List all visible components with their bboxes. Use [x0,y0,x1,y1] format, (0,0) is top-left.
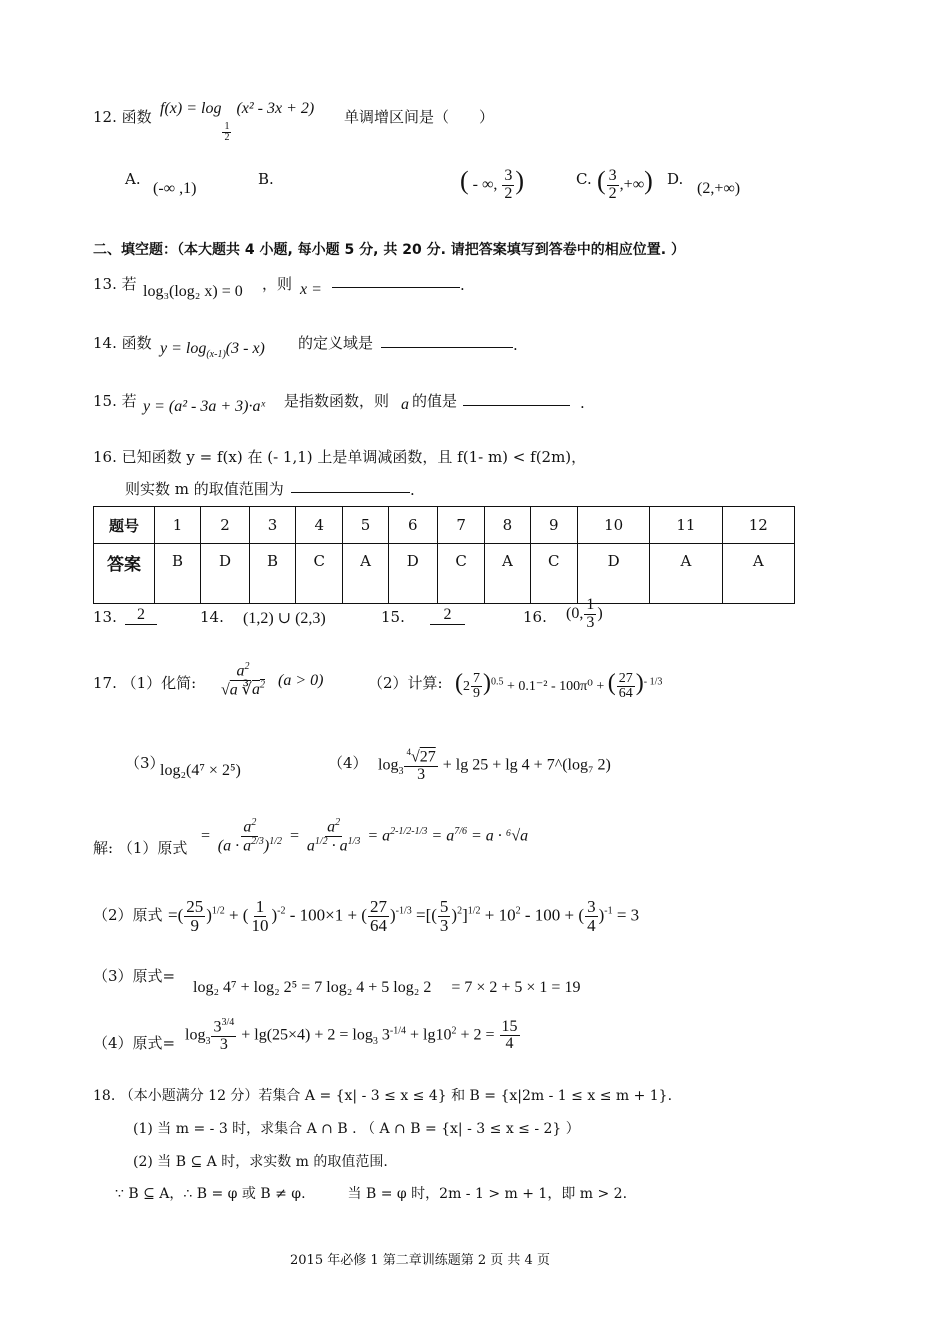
q16-number: 16. [93,448,117,466]
q14-base: (x-1) [206,349,226,361]
answer-table-cell: 5 [343,507,388,544]
q13-mid: ，则 [262,275,293,293]
answer-table-row1-header: 题号 [94,507,155,544]
answer-table-cell: C [437,544,484,604]
section2-desc: （本大题共 4 小题, 每小题 5 分, 共 20 分. 请把答案填写到答卷中的相应位置. ） [177,242,685,258]
q14-number: 14. [93,334,117,352]
q18-text: （本小题满分 12 分）若集合 A = {x| - 3 ≤ x ≤ 4} 和 B = {x|2m - 1 ≤ x ≤ m + 1}. [119,1088,673,1104]
solution-4-expr: $\log_3$ $\frac{3^{3/4}}{3}$ + $\lg(25\times 4) + 2 = \log_3 3^{-1/4} + \lg 10^2 + 2$ = $\frac{15}{4}$ [185,1017,518,1054]
q16-text: 已知函数 y = f(x) 在 (- 1,1) 上是单调减函数，且 f(1- m) < f(2m)， [121,448,587,466]
solution-2-expr: =( $\frac{25}{9}$ )$^{1/2}$ + ( $\frac{1}{10}$ )$^{-2}$ - 100×1 + ( $\frac{27}{64}$ )$^{-1/3}$ =[( $\frac{5}{3}$ )$^2]^{1/2} + 10^2 - 100$ + ( $\frac{3}{4}$ )$^{-1}$ = 3 [168,897,640,935]
q13-number: 13. [93,275,117,293]
q17-p2-label: （2）计算: [368,674,443,692]
answer-table-cell: B [155,544,201,604]
q15-end: . [580,394,585,412]
answer-table-cell: 9 [530,507,577,544]
q18-line1 [93,1085,672,1105]
q17-p4-expr: $\log_3$ $\frac{^4√27}{3}$ + lg 25 + lg 4 + 7^(log₇ 2) [378,747,611,784]
q13-blank [332,287,460,288]
answer-table-cell: A [343,544,388,604]
q12-choice-d-value: (2,+∞) [697,180,741,197]
q18-number: 18. [93,1088,116,1104]
q12-choice-c-label: C. [576,170,592,188]
solution-3-expr: log₂ 4⁷ + log₂ 2⁵ = 7 log₂ 4 + 5 log₂ 2 = 7 × 2 + 5 × 1 = 19 [193,979,581,996]
q16-end: . [410,481,415,499]
q12-choice-a-value: (-∞ ,1) [153,180,197,197]
q12-choice-b-label: B. [258,170,274,188]
q15-pre: 若 [121,392,137,410]
q15-blank [463,405,570,406]
fill-answer-14-value: (1,2) ∪ (2,3) [243,610,326,627]
solution-line1 [93,837,187,858]
q18-part1-answer: （ A ∩ B = {x| - 3 ≤ x ≤ - 2} ） [361,1121,580,1137]
q15-number: 15. [93,392,117,410]
solution-label: 解: [93,839,114,857]
answer-table-cell: 4 [296,507,343,544]
solution-4-label: （4）原式= [93,1034,176,1052]
q13-pre: 若 [121,275,137,293]
q14-arg: (3 - x) [225,340,265,357]
answer-table-cell: 12 [722,507,794,544]
page-footer: 2015 年必修 1 第二章训练题第 2 页 共 4 页 [290,1253,550,1268]
section2-heading [93,239,685,259]
answer-table-cell: 8 [485,507,530,544]
answer-table-row2-header: 答案 [94,544,155,604]
fill-answer-13-num: 13. [93,608,117,626]
q12-log-base: 1 2 [224,120,230,144]
answer-table-cell: C [530,544,577,604]
q12-choice-a-label: A. [125,170,141,188]
q17-number: 17. [93,674,117,692]
q13-expr: log₃(log₂ x) = 0 [143,283,243,300]
solution-1-label: （1）原式 [117,839,188,857]
q18-line4: ∵ B ⊆ A，∴ B = φ 或 B ≠ φ. 当 B = φ 时，2m - 1 > m + 1，即 m > 2. [115,1186,628,1202]
q15-var: a [401,396,409,413]
answer-table-cell: 7 [437,507,484,544]
q17-p1-cond: (a > 0) [278,672,324,689]
answer-table-cell: D [200,544,249,604]
q16-blank [291,492,410,493]
q12-arg: (x² - 3x + 2) [236,100,315,117]
answer-table-cell: C [296,544,343,604]
q12-number: 12. [93,108,117,126]
q12-choice-c-value: ( $\frac{3}{2}$ ,+∞) [597,166,653,202]
answer-table-cell: 3 [250,507,296,544]
solution-1-expr: = $\frac{a^2}{(a \cdot a^{2/3})^{1/2}}$ = $\frac{a^2}{a^{1/2} \cdot a^{1/3}}$ = $a^{2-1/2-1/3} = a^{7/6} = a \cdot ^6√a$ [200,817,529,855]
q17-p1-fraction: $\frac{a^2}{√a ∛a^2}$ [221,661,265,699]
answer-table [93,506,795,604]
q12-label: 函数 [121,108,152,126]
fill-answer-16-num: 16. [523,608,547,626]
fill-answer-15-value: 2 [430,606,465,625]
answer-table-cell: A [722,544,794,604]
q12-choice-d-label: D. [667,170,684,188]
q17-p4-tail: + lg 25 + lg 4 + 7^(log₇ 2) [442,756,611,774]
solution-3-label: （3）原式= [93,967,176,985]
q18-part1: (1) 当 m = - 3 时，求集合 A ∩ B . [133,1121,357,1137]
q14-expr-head: y = log [160,340,207,357]
section2-title: 二、填空题： [93,242,177,258]
q14-end: . [513,336,518,354]
fill-answer-13-value: 2 [125,606,157,625]
answer-table-cell: 6 [388,507,437,544]
fill-answer-15-num: 15. [381,608,405,626]
q15-mid: 是指数函数，则 [284,392,390,410]
fill-answer-14-num: 14. [200,608,224,626]
fill-answer-16-value: (0, $\frac{1}{3}$ ) [566,596,603,631]
q17-p3-expr: log₂(4⁷ × 2⁵) [160,762,241,779]
q12-line [93,106,152,127]
q17-p4-label: （4） [328,754,368,772]
answer-table-answer-row [94,544,795,604]
solution-2-label: （2）原式 [93,906,163,924]
q16-line1 [93,446,586,467]
q14-blank [381,347,513,348]
q14-expr [160,340,265,360]
q15-suffix: 的值是 [412,392,458,410]
q14-suffix: 的定义域是 [298,334,374,352]
q13-var: x = [300,281,322,298]
answer-table-cell: 1 [155,507,201,544]
answer-table-cell: B [250,544,296,604]
q12-function-expr [160,100,315,144]
q17-p1-label: （1）化简: [121,674,197,692]
q17-p3-label: （3） [125,754,165,772]
q12-choice-b-value: ( - ∞, $\frac{3}{2}$ ) [460,166,525,202]
solution-1-result: = a · ⁶√a [470,827,529,845]
solution-2-result: = 3 [616,905,640,925]
q15-line [93,390,137,411]
q18-line3: (2) 当 B ⊆ A 时，求实数 m 的取值范围. [133,1154,388,1170]
q17-p2-middle: + 0.1⁻² - 100π⁰ + [507,679,605,694]
q17-p2-expr: (2 $\frac{7}{9}$ )$^{0.5}$ + 0.1⁻² - 100π⁰ + ( $\frac{27}{64}$ )$^{- 1/3}$ [455,670,663,702]
answer-table-cell: 10 [577,507,649,544]
q18-line2 [133,1118,580,1138]
answer-table-cell: A [485,544,530,604]
q14-line [93,332,152,353]
q16-line2: 则实数 m 的取值范围为 [125,480,284,498]
q14-pre: 函数 [121,334,152,352]
q13-end: . [460,276,465,294]
q13-line [93,273,137,294]
q15-expr: y = (a² - 3a + 3)·aˣ [143,398,265,415]
answer-table-cell: 2 [200,507,249,544]
q12-suffix: 单调增区间是（ ） [344,108,495,126]
q12-expr: f(x) = log [160,100,222,117]
answer-table-cell: A [650,544,722,604]
answer-table-cell: D [577,544,649,604]
q17-line [93,672,196,693]
answer-table-cell: 11 [650,507,722,544]
answer-table-cell: D [388,544,437,604]
answer-table-number-row [94,507,795,544]
